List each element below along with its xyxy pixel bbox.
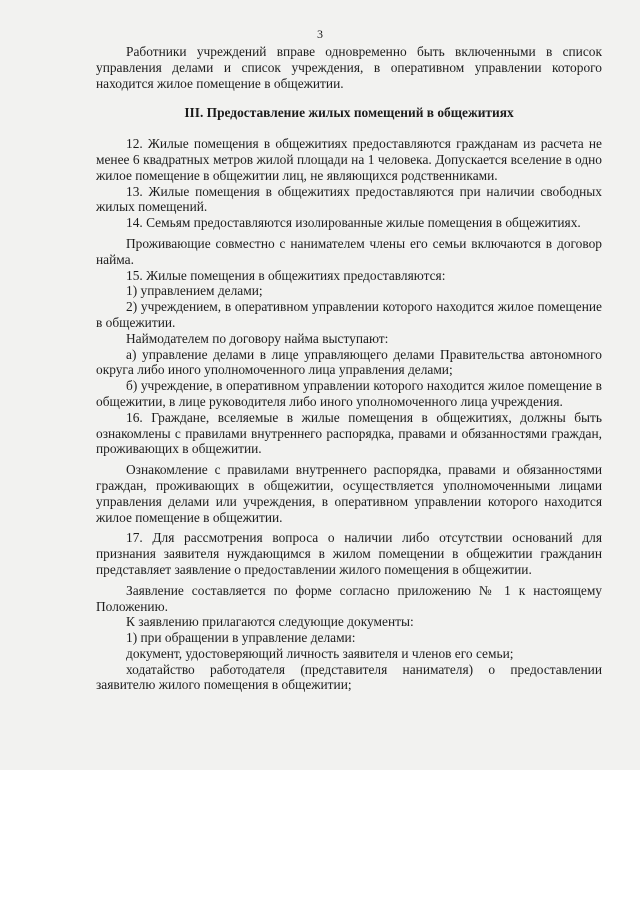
paragraph-subitem-2: 2) учреждением, в оперативном управлении которого находится жилое помещение в общежитии. [96,299,602,330]
paragraph-family-members: Проживающие совместно с нанимателем члены его семьи включаются в договор найма. [96,235,602,267]
paragraph-doc-subitem-1: 1) при обращении в управление делами: [126,630,356,646]
paragraph-item-13: 13. Жилые помещения в общежитиях предоставляются при наличии свободных жилых помещений. [96,183,602,215]
paragraph-familiarization: Ознакомление с правилами внутреннего распорядка, правами и обязанностями граждан, проживающих в общежитии, осуществляется уполномоченными лицами управления делами или учреждения, в оперативном управлении которого находится жилое помещение в общежитии. [96,462,602,525]
paragraph-subitem-1: 1) управлением делами; [126,283,263,299]
page-number: 3 [317,27,323,41]
paragraph-landlord: Наймодателем по договору найма выступают: [126,330,389,346]
section-heading: III. Предоставление жилых помещений в общежитиях [184,105,514,121]
paragraph-item-14: 14. Семьям предоставляются изолированные жилые помещения в общежитиях. [126,215,581,231]
paragraph-item-17: 17. Для рассмотрения вопроса о наличии либо отсутствии оснований для признания заявителя нуждающимся в жилом помещении в общежитии гражданин представляет заявление о предоставлении жилого помещения в общежитии. [96,530,602,577]
paragraph-subitem-a: а) управление делами в лице управляющего делами Правительства автономного округа либо иного уполномоченного лица управления делами; [96,346,602,378]
paragraph-identity-document: документ, удостоверяющий личность заявителя и членов его семьи; [126,645,514,661]
paragraph-intro: Работники учреждений вправе одновременно быть включенными в список управления делами и список учреждения, в оперативном управлении которого находится жилое помещение в общежитии. [96,44,602,91]
paragraph-item-12: 12. Жилые помещения в общежитиях предоставляются гражданам из расчета не менее 6 квадратных метров жилой площади на 1 человека. Допускается вселение в одно жилое помещение в общежитии лиц, не являющихся родственниками. [96,136,602,183]
paragraph-employer-petition: ходатайство работодателя (представителя нанимателя) о предоставлении заявителю жилого помещения в общежитии; [96,661,602,693]
paragraph-subitem-b: б) учреждение, в оперативном управлении которого находится жилое помещение в общежитии, в лице руководителя либо иного уполномоченного лица учреждения. [96,378,602,409]
paragraph-item-15: 15. Жилые помещения в общежитиях предоставляются: [126,267,446,283]
paragraph-item-16: 16. Граждане, вселяемые в жилые помещения в общежитиях, должны быть ознакомлены с правилами внутреннего распорядка, правами и обязанностями граждан, проживающих в общежитии. [96,409,602,457]
paragraph-attached-documents: К заявлению прилагаются следующие документы: [126,614,414,630]
paragraph-application-form: Заявление составляется по форме согласно приложению № 1 к настоящему Положению. [96,582,602,614]
document-body [96,44,602,693]
